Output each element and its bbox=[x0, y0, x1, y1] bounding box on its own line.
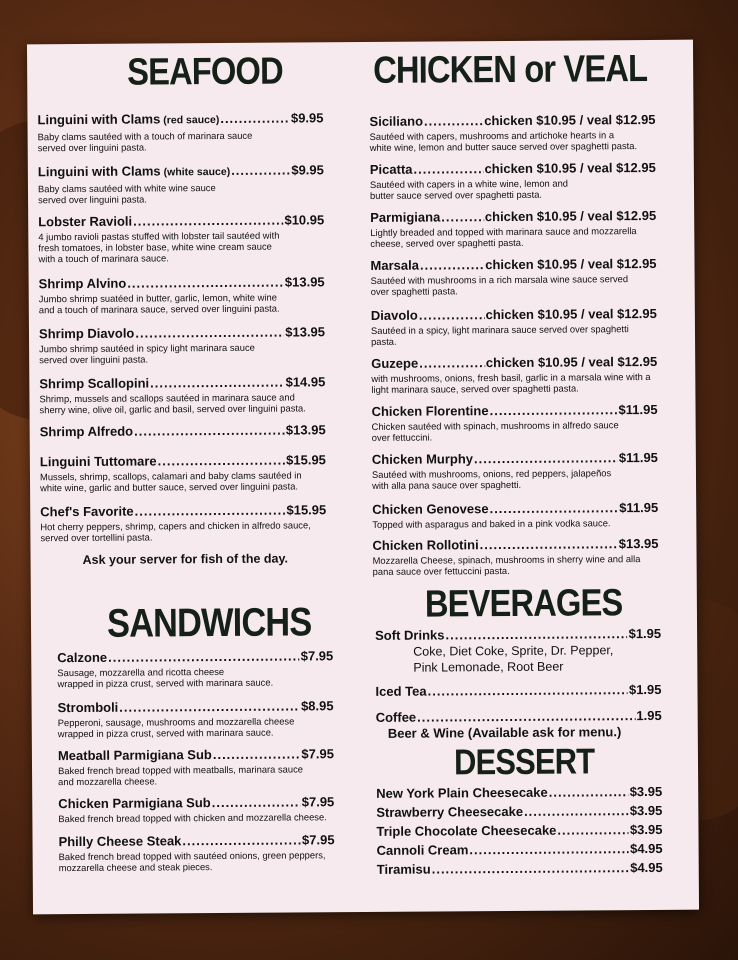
item-name: Shrimp Scallopini bbox=[39, 375, 150, 392]
menu-item bbox=[37, 110, 323, 153]
leader-dots bbox=[133, 213, 283, 229]
item-header bbox=[375, 682, 661, 699]
description-line: with a touch of marinara sauce. bbox=[38, 252, 169, 265]
item-name: Chicken Rollotini bbox=[372, 537, 479, 553]
leader-dots bbox=[441, 209, 484, 224]
description-line: Jumbo shrimp sautéed in spicy light marinara sauce bbox=[39, 341, 255, 355]
item-header bbox=[370, 208, 656, 225]
item-name: Triple Chocolate Cheesecake bbox=[376, 822, 557, 839]
description-line: served over tortellini pasta. bbox=[40, 531, 153, 544]
description-line: Sautéed with capers in a white wine, lemon and bbox=[369, 177, 569, 190]
item-price: $9.95 bbox=[290, 110, 324, 126]
description-line: pasta. bbox=[371, 335, 397, 347]
item-price: $15.95 bbox=[286, 502, 327, 518]
leader-dots bbox=[108, 648, 300, 664]
item-header bbox=[39, 374, 325, 391]
item-price: 1.95 bbox=[636, 707, 662, 724]
menu-item-soft-drinks bbox=[375, 626, 661, 643]
leader-dots bbox=[212, 794, 301, 810]
leader-dots bbox=[524, 803, 629, 819]
item-header bbox=[376, 803, 662, 820]
right-column bbox=[363, 40, 693, 877]
leader-dots bbox=[135, 325, 284, 341]
beer-wine-note: Beer & Wine (Available ask for menu.) bbox=[387, 724, 622, 741]
item-price: chicken $10.95 / veal $12.95 bbox=[484, 159, 656, 177]
item-price: $14.95 bbox=[285, 374, 326, 390]
item-description bbox=[59, 849, 335, 873]
menu-item bbox=[38, 162, 324, 205]
leader-dots bbox=[419, 355, 485, 370]
item-price: $7.95 bbox=[301, 746, 334, 762]
description-line: Mussels, shrimp, scallops, calamari and baby clams sautéed in bbox=[39, 469, 302, 483]
item-name: Linguini with Clams bbox=[37, 111, 161, 128]
item-name: Linguini with Clams bbox=[37, 163, 161, 180]
menu-item bbox=[370, 208, 656, 249]
item-header bbox=[58, 794, 334, 811]
description-line: and a touch of marinara sauce, served over linguini pasta. bbox=[38, 302, 280, 316]
item-description bbox=[372, 467, 658, 491]
item-price: $11.95 bbox=[618, 449, 658, 466]
menu-item bbox=[369, 112, 655, 153]
menu-item bbox=[372, 450, 658, 491]
item-header bbox=[40, 422, 326, 439]
description-line: Mozzarella Cheese, spinach, mushrooms in sherry wine and alla bbox=[372, 553, 641, 566]
item-price: $15.95 bbox=[286, 452, 326, 468]
item-description bbox=[370, 129, 656, 153]
leader-dots bbox=[417, 708, 635, 725]
menu-item bbox=[371, 354, 657, 395]
chicken-veal-heading: CHICKEN or VEAL bbox=[373, 48, 648, 92]
description-line: Topped with asparagus and baked in a pink vodka sauce. bbox=[372, 517, 611, 530]
dessert-item bbox=[376, 803, 662, 820]
description-line: Baked french bread topped with meatballs, marinara sauce bbox=[58, 763, 304, 777]
menu-item bbox=[370, 160, 656, 201]
description-line: Hot cherry peppers, shrimp, capers and chicken in alfredo sauce, bbox=[40, 519, 311, 533]
leader-dots bbox=[182, 832, 301, 848]
item-price: $11.95 bbox=[619, 499, 659, 516]
leader-dots bbox=[158, 453, 286, 469]
leader-dots bbox=[489, 500, 618, 516]
description-line: Baby clams sautéed with white wine sauce bbox=[37, 182, 216, 195]
item-header bbox=[371, 306, 657, 323]
item-price: $7.95 bbox=[301, 832, 335, 848]
item-price: $11.95 bbox=[618, 401, 658, 418]
description-line: Baby clams sautéed with a touch of marinara sauce bbox=[37, 129, 253, 143]
item-description bbox=[58, 763, 334, 787]
description-line: mozzarella cheese and steak pieces. bbox=[58, 861, 213, 874]
item-qualifier: (red sauce) bbox=[163, 113, 220, 127]
leader-dots bbox=[549, 784, 629, 800]
leader-dots bbox=[490, 402, 618, 418]
item-header bbox=[58, 746, 334, 763]
menu-sheet bbox=[27, 40, 699, 915]
item-price: $9.95 bbox=[291, 162, 324, 178]
item-name: Coffee bbox=[375, 709, 417, 725]
item-name: New York Plain Cheesecake bbox=[376, 784, 548, 801]
item-description bbox=[372, 419, 658, 443]
item-price: $13.95 bbox=[285, 324, 326, 340]
item-name: Shrimp Diavolo bbox=[38, 325, 135, 342]
leader-dots bbox=[231, 163, 290, 178]
item-price: $10.95 bbox=[284, 212, 325, 228]
item-name: Guzepe bbox=[371, 355, 419, 371]
leader-dots bbox=[469, 841, 629, 857]
item-header bbox=[372, 450, 658, 467]
item-description bbox=[38, 129, 324, 153]
description-line: Lightly breaded and topped with marinara sauce and mozzarella bbox=[370, 225, 637, 238]
description-line: served over linguini pasta. bbox=[37, 141, 147, 154]
dessert-heading: DESSERT bbox=[453, 740, 595, 783]
item-description bbox=[39, 291, 325, 315]
description-line: Sautéed with mushrooms in a rich marsala wine sauce served bbox=[370, 273, 629, 286]
item-price: $13.95 bbox=[285, 422, 326, 438]
description-line: white wine, lemon and butter sauce served over spaghetti pasta. bbox=[369, 140, 638, 153]
description-line: Baked french bread topped with chicken and mozzarella cheese. bbox=[58, 811, 327, 825]
description-line: fresh tomatoes, in lobster base, white wine cream sauce bbox=[38, 240, 272, 254]
item-qualifier: (white sauce) bbox=[163, 165, 231, 179]
item-price: $7.95 bbox=[301, 794, 335, 810]
item-header bbox=[370, 256, 656, 273]
item-header bbox=[372, 500, 658, 517]
menu-item-iced-tea bbox=[375, 682, 661, 699]
menu-item bbox=[38, 212, 324, 264]
leader-dots bbox=[432, 860, 630, 876]
item-price: $1.95 bbox=[628, 681, 662, 698]
item-name: Parmigiana bbox=[370, 209, 441, 225]
description-line: wrapped in pizza crust, served with marinara sauce. bbox=[57, 676, 274, 690]
item-description bbox=[58, 715, 334, 739]
item-price: $13.95 bbox=[618, 535, 659, 552]
description-line: Sautéed in a spicy, light marinara sauce served over spaghetti bbox=[370, 323, 629, 336]
description-line: Sautéed with mushrooms, onions, red peppers, jalapeños bbox=[371, 467, 612, 480]
description-line: with mushrooms, onions, fresh basil, garlic in a marsala wine with a bbox=[371, 370, 651, 384]
description-line: Jumbo shrimp suatéed in butter, garlic, lemon, white wine bbox=[38, 291, 277, 305]
item-header bbox=[375, 626, 661, 643]
description-line: cheese, served over spaghetti pasta. bbox=[370, 236, 524, 249]
description-line: wrapped in pizza crust, served with marinara sauce. bbox=[57, 726, 274, 740]
item-header bbox=[376, 784, 662, 801]
description-line: Sautéed with capers, mushrooms and artichoke hearts in a bbox=[369, 129, 615, 142]
item-name: Stromboli bbox=[57, 699, 119, 716]
menu-item bbox=[372, 536, 658, 577]
item-name: Linguini Tuttomare bbox=[39, 453, 157, 470]
menu-item bbox=[58, 794, 334, 824]
item-name: Tiramisu bbox=[376, 861, 431, 877]
item-header bbox=[377, 860, 663, 877]
item-description bbox=[40, 469, 326, 493]
item-description bbox=[370, 225, 656, 249]
item-price: $3.95 bbox=[629, 802, 663, 819]
leader-dots bbox=[220, 111, 290, 126]
menu-item-coffee bbox=[376, 708, 662, 725]
description-line: Shrimp, mussels and scallops sautéed in marinara sauce and bbox=[39, 391, 295, 405]
item-name: Chicken Florentine bbox=[371, 403, 489, 419]
item-name: Lobster Ravioli bbox=[38, 213, 133, 230]
leader-dots bbox=[127, 275, 284, 291]
item-description bbox=[371, 371, 657, 395]
item-header bbox=[369, 112, 655, 129]
leader-dots bbox=[135, 503, 286, 519]
item-description bbox=[38, 229, 324, 264]
seafood-heading: SEAFOOD bbox=[127, 50, 283, 94]
item-price: $4.95 bbox=[630, 859, 663, 876]
item-name: Chicken Parmigiana Sub bbox=[58, 795, 211, 812]
fish-of-day-note: Ask your server for fish of the day. bbox=[82, 551, 289, 567]
item-description bbox=[373, 553, 659, 577]
item-header bbox=[38, 212, 324, 229]
item-name: Iced Tea bbox=[375, 683, 427, 699]
description-line: with alla pana sauce over spaghetti. bbox=[372, 478, 522, 491]
item-name: Diavolo bbox=[370, 307, 418, 323]
item-header bbox=[38, 162, 324, 181]
leader-dots bbox=[419, 307, 485, 322]
menu-item bbox=[58, 832, 334, 873]
leader-dots bbox=[474, 450, 618, 466]
item-name: Meatball Parmigiana Sub bbox=[57, 747, 212, 764]
description-line: white wine, garlic and butter sauce, served over linguini pasta. bbox=[40, 480, 299, 494]
soft-drink-options-2: Pink Lemonade, Root Beer bbox=[413, 659, 564, 675]
item-description bbox=[39, 391, 325, 415]
description-line: Sausage, mozzarella and ricotta cheese bbox=[57, 665, 225, 679]
description-line: sherry wine, olive oil, garlic and basil, served over linguini pasta. bbox=[39, 402, 306, 416]
menu-item bbox=[58, 746, 334, 787]
item-name: Cannoli Cream bbox=[376, 842, 469, 858]
soft-drink-options-1: Coke, Diet Coke, Sprite, Dr. Pepper, bbox=[413, 643, 614, 659]
item-header bbox=[37, 110, 323, 129]
item-price: $4.95 bbox=[630, 840, 663, 857]
item-description bbox=[371, 323, 657, 347]
item-description bbox=[57, 665, 333, 689]
menu-item bbox=[40, 502, 326, 543]
item-header bbox=[371, 354, 657, 371]
menu-item bbox=[40, 422, 326, 439]
sandwiches-heading: SANDWICHS bbox=[106, 600, 312, 646]
leader-dots bbox=[213, 746, 301, 762]
item-header bbox=[376, 822, 662, 839]
menu-item bbox=[39, 274, 325, 315]
item-header bbox=[376, 708, 662, 725]
menu-item bbox=[371, 306, 657, 347]
description-line: and mozzarella cheese. bbox=[58, 775, 158, 788]
item-name: Chicken Murphy bbox=[371, 451, 474, 467]
item-header bbox=[39, 324, 325, 341]
item-description bbox=[39, 341, 325, 365]
menu-item bbox=[370, 256, 656, 297]
leader-dots bbox=[445, 626, 627, 642]
item-header bbox=[40, 502, 326, 519]
beverages-heading: BEVERAGES bbox=[424, 582, 623, 626]
leader-dots bbox=[428, 682, 628, 698]
menu-item bbox=[57, 648, 333, 689]
description-line: served over linguini pasta. bbox=[39, 353, 149, 366]
leader-dots bbox=[480, 536, 618, 552]
leader-dots bbox=[557, 822, 629, 837]
description-line: pana sauce over fettuccini pasta. bbox=[372, 564, 510, 577]
item-price: $3.95 bbox=[629, 821, 663, 838]
description-line: Chicken sautéed with spinach, mushrooms in alfredo sauce bbox=[371, 419, 619, 432]
menu-item bbox=[371, 402, 657, 443]
item-header bbox=[377, 841, 663, 858]
item-description bbox=[58, 811, 334, 824]
menu-item bbox=[39, 324, 325, 365]
item-header bbox=[58, 698, 334, 715]
item-description bbox=[40, 519, 326, 543]
leader-dots bbox=[150, 375, 285, 391]
item-name: Calzone bbox=[57, 649, 108, 666]
description-line: served over linguini pasta. bbox=[38, 193, 148, 206]
item-description bbox=[372, 517, 658, 530]
menu-item bbox=[372, 500, 658, 530]
description-line: 4 jumbo ravioli pastas stuffed with lobster tail sautéed with bbox=[38, 229, 280, 243]
description-line: over fettuccini. bbox=[371, 431, 433, 443]
description-line: light marinara sauce, served over spaghetti pasta. bbox=[371, 382, 579, 395]
item-price: $7.95 bbox=[300, 648, 334, 664]
dessert-item bbox=[376, 822, 662, 839]
item-price: $3.95 bbox=[629, 783, 663, 800]
description-line: over spaghetti pasta. bbox=[370, 285, 458, 297]
leader-dots bbox=[420, 257, 484, 272]
menu-item bbox=[39, 374, 325, 415]
item-header bbox=[370, 160, 656, 177]
item-price: chicken $10.95 / veal $12.95 bbox=[485, 353, 658, 371]
item-description bbox=[371, 273, 657, 297]
menu-item bbox=[40, 452, 326, 493]
dessert-item bbox=[377, 860, 663, 877]
item-name: Chef's Favorite bbox=[40, 503, 134, 520]
dessert-item bbox=[377, 841, 663, 858]
menu-item bbox=[58, 698, 334, 739]
leader-dots bbox=[413, 161, 483, 176]
item-price: chicken $10.95 / veal $12.95 bbox=[484, 207, 657, 225]
item-price: chicken $10.95 / veal $12.95 bbox=[485, 255, 657, 273]
item-name: Chicken Genovese bbox=[372, 501, 489, 517]
item-description bbox=[38, 181, 324, 205]
item-name: Philly Cheese Steak bbox=[58, 833, 182, 850]
left-column bbox=[27, 42, 349, 874]
item-name: Shrimp Alfredo bbox=[39, 423, 134, 440]
item-price: $8.95 bbox=[300, 698, 334, 714]
item-name: Siciliano bbox=[369, 113, 424, 129]
leader-dots bbox=[424, 113, 483, 128]
item-header bbox=[372, 536, 658, 553]
item-header bbox=[57, 648, 333, 665]
item-header bbox=[40, 452, 326, 469]
item-header bbox=[58, 832, 334, 849]
description-line: butter sauce served over spaghetti pasta. bbox=[369, 188, 543, 201]
description-line: Baked french bread topped with sautéed onions, green peppers, bbox=[58, 849, 326, 863]
dessert-item bbox=[376, 784, 662, 801]
item-name: Shrimp Alvino bbox=[38, 275, 127, 292]
item-description bbox=[370, 177, 656, 201]
item-price: $13.95 bbox=[284, 274, 325, 290]
leader-dots bbox=[119, 698, 300, 714]
item-name: Strawberry Cheesecake bbox=[376, 803, 524, 820]
item-price: $1.95 bbox=[628, 625, 662, 642]
item-price: chicken $10.95 / veal $12.95 bbox=[484, 111, 656, 129]
item-price: chicken $10.95 / veal $12.95 bbox=[485, 305, 657, 323]
description-line: Pepperoni, sausage, mushrooms and mozzarella cheese bbox=[57, 715, 295, 729]
item-name: Marsala bbox=[370, 257, 419, 273]
item-name: Picatta bbox=[369, 161, 413, 177]
item-name: Soft Drinks bbox=[375, 627, 445, 643]
item-header bbox=[371, 402, 657, 419]
item-header bbox=[39, 274, 325, 291]
leader-dots bbox=[134, 423, 285, 439]
